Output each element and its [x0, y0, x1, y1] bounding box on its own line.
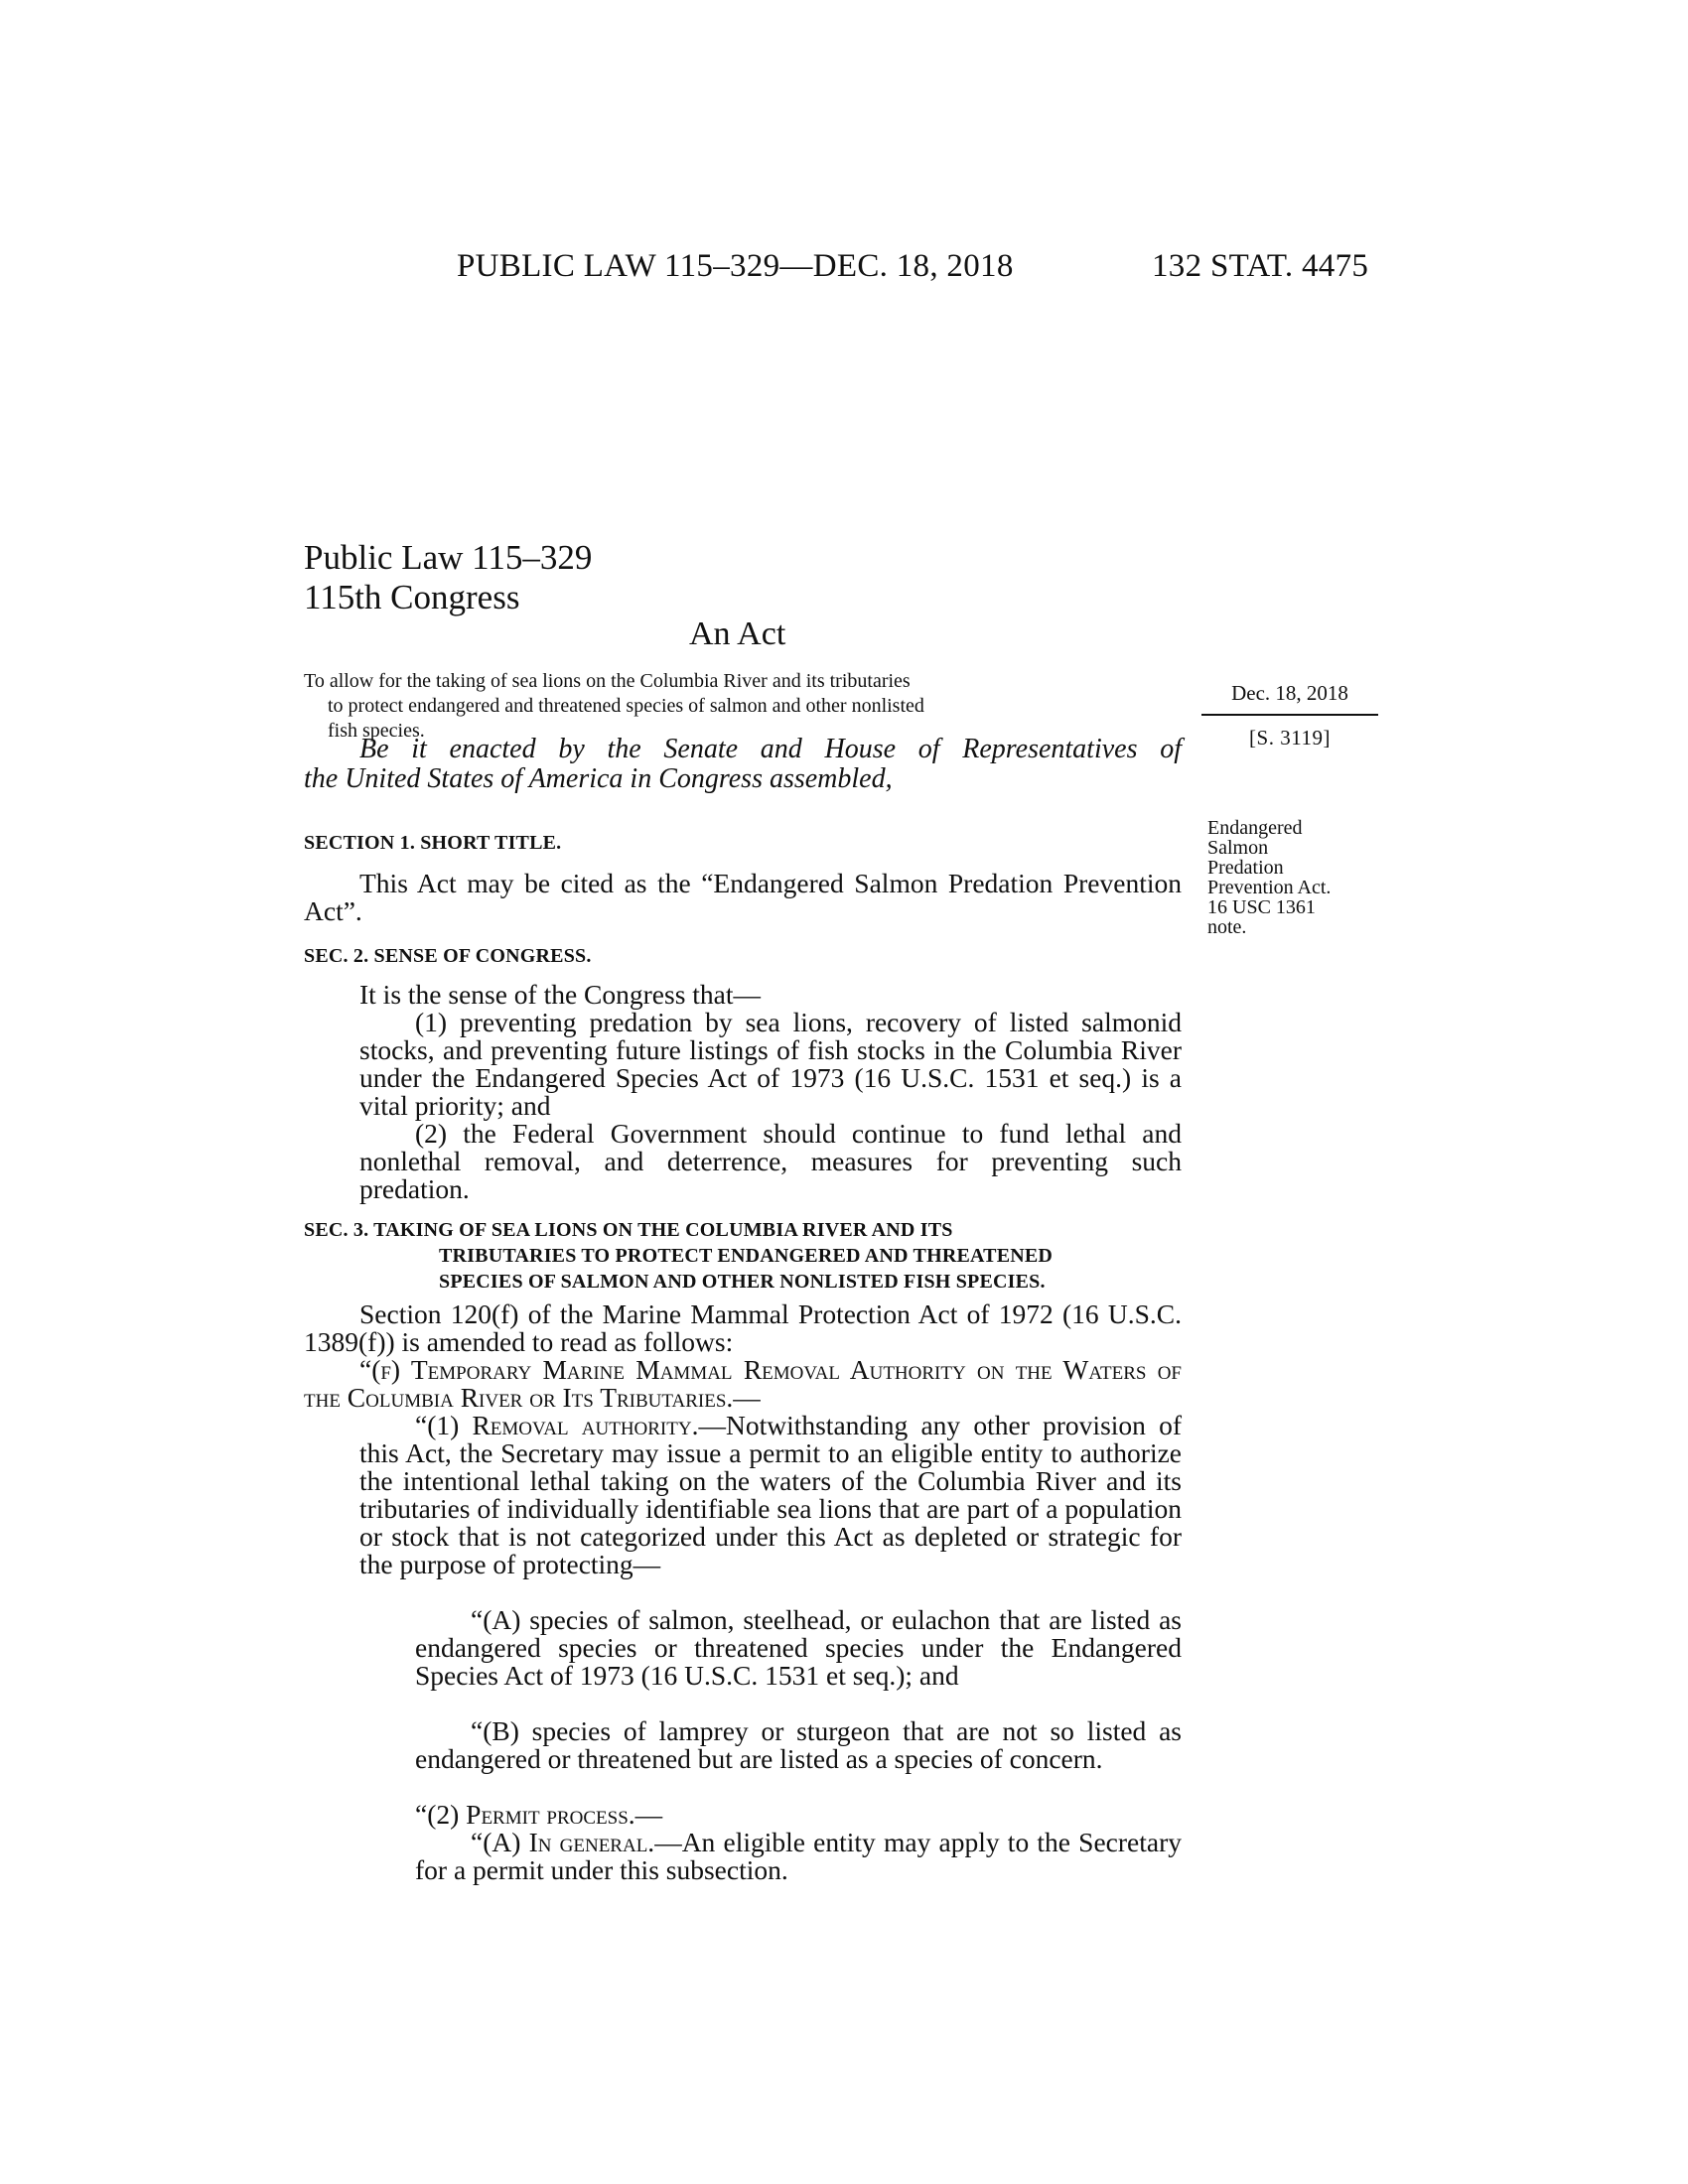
- subparagraph-B: “(B) species of lamprey or sturgeon that are not so listed as endangered or threatened but are listed as a species of concern.: [415, 1715, 1182, 1774]
- section-3-heading: [304, 1217, 1182, 1295]
- long-title-line: To allow for the taking of sea lions on the Columbia River and its tributaries: [304, 670, 911, 692]
- subparagraph-A: “(A) species of salmon, steelhead, or eulachon that are listed as endangered species or threatened species under the Endangered Species Act of 1973 (16 U.S.C. 1531 et seq.); and: [415, 1604, 1182, 1691]
- section-1-text: This Act may be cited as the “Endangered Salmon Predation Prevention Act”.: [304, 868, 1182, 926]
- section-3-heading-line: SEC. 3. TAKING OF SEA LIONS ON THE COLUMBIA RIVER AND ITS: [304, 1219, 953, 1241]
- paragraph-1-text: —Notwithstanding any other provision of this Act, the Secretary may issue a permit to an eligible entity to authorize the intentional lethal taking on the waters of the Columbia River and its tributaries of individually identifiable sea lions that are part of a population or stock that is not categorized under this Act as depleted or strategic for the purpose of protecting—: [359, 1410, 1182, 1579]
- running-head-page-number: 132 STAT. 4475: [1152, 248, 1369, 284]
- margin-note-line: Salmon: [1207, 837, 1269, 859]
- long-title: [304, 669, 1182, 744]
- section-2-paragraph-2: (2) the Federal Government should continue to fund lethal and nonlethal removal, and deterrence, measures for preventing such predation.: [359, 1118, 1182, 1204]
- bill-number: [S. 3119]: [1249, 726, 1331, 750]
- short-title-margin-note: [1207, 818, 1331, 937]
- enactment-date-box: [1201, 681, 1378, 751]
- congress-number: 115th Congress: [304, 578, 520, 616]
- paragraph-1-removal-authority: [359, 1412, 1182, 1578]
- section-3-heading-line: SPECIES OF SALMON AND OTHER NONLISTED FISH SPECIES.: [439, 1271, 1046, 1293]
- section-3-intro: Section 120(f) of the Marine Mammal Protection Act of 1972 (16 U.S.C. 1389(f)) is amended to read as follows:: [304, 1298, 1182, 1357]
- margin-note-line: Predation: [1207, 857, 1284, 879]
- public-law-number: Public Law 115–329: [304, 538, 593, 577]
- enacting-line: the United States of America in Congress assembled,: [304, 763, 893, 794]
- margin-note-line: Endangered: [1207, 817, 1303, 839]
- section-2-intro: It is the sense of the Congress that—: [359, 979, 762, 1010]
- paragraph-2A-label: “(A) In general.: [471, 1827, 655, 1857]
- paragraph-2A-in-general: [415, 1829, 1182, 1884]
- long-title-line: fish species.: [328, 720, 425, 742]
- law-heading: [304, 538, 592, 617]
- running-head-citation: PUBLIC LAW 115–329—DEC. 18, 2018: [457, 248, 1014, 284]
- enacting-clause: [304, 735, 1182, 794]
- paragraph-2-permit-process: “(2) Permit process.—: [415, 1799, 663, 1830]
- an-act-title: An Act: [689, 615, 786, 652]
- section-1-heading: SECTION 1. SHORT TITLE.: [304, 832, 562, 854]
- paragraph-1-label: “(1) Removal authority.: [415, 1410, 699, 1440]
- section-3-heading-line: TRIBUTARIES TO PROTECT ENDANGERED AND THREATENED: [439, 1245, 1054, 1267]
- paragraph-2A-text: —An eligible entity may apply to the Secretary for a permit under this subsection.: [415, 1827, 1182, 1885]
- margin-note-line: 16 USC 1361: [1207, 896, 1316, 918]
- subsection-f-heading: “(f) Temporary Marine Mammal Removal Authority on the Waters of the Columbia River or Its Tributaries.—: [304, 1354, 1182, 1413]
- long-title-line: to protect endangered and threatened species of salmon and other nonlisted: [328, 695, 924, 717]
- margin-note-line: Prevention Act.: [1207, 877, 1332, 898]
- enactment-date: Dec. 18, 2018: [1201, 681, 1378, 716]
- section-2-paragraph-1: (1) preventing predation by sea lions, recovery of listed salmonid stocks, and preventing future listings of fish stocks in the Columbia River under the Endangered Species Act of 1973 (16 U.S.C. 1531 et seq.) is a vital priority; and: [359, 1007, 1182, 1121]
- margin-note-line: note.: [1207, 916, 1247, 938]
- enacting-line: Be it enacted by the Senate and House of Representatives of: [359, 734, 1182, 764]
- section-2-heading: SEC. 2. SENSE OF CONGRESS.: [304, 945, 592, 967]
